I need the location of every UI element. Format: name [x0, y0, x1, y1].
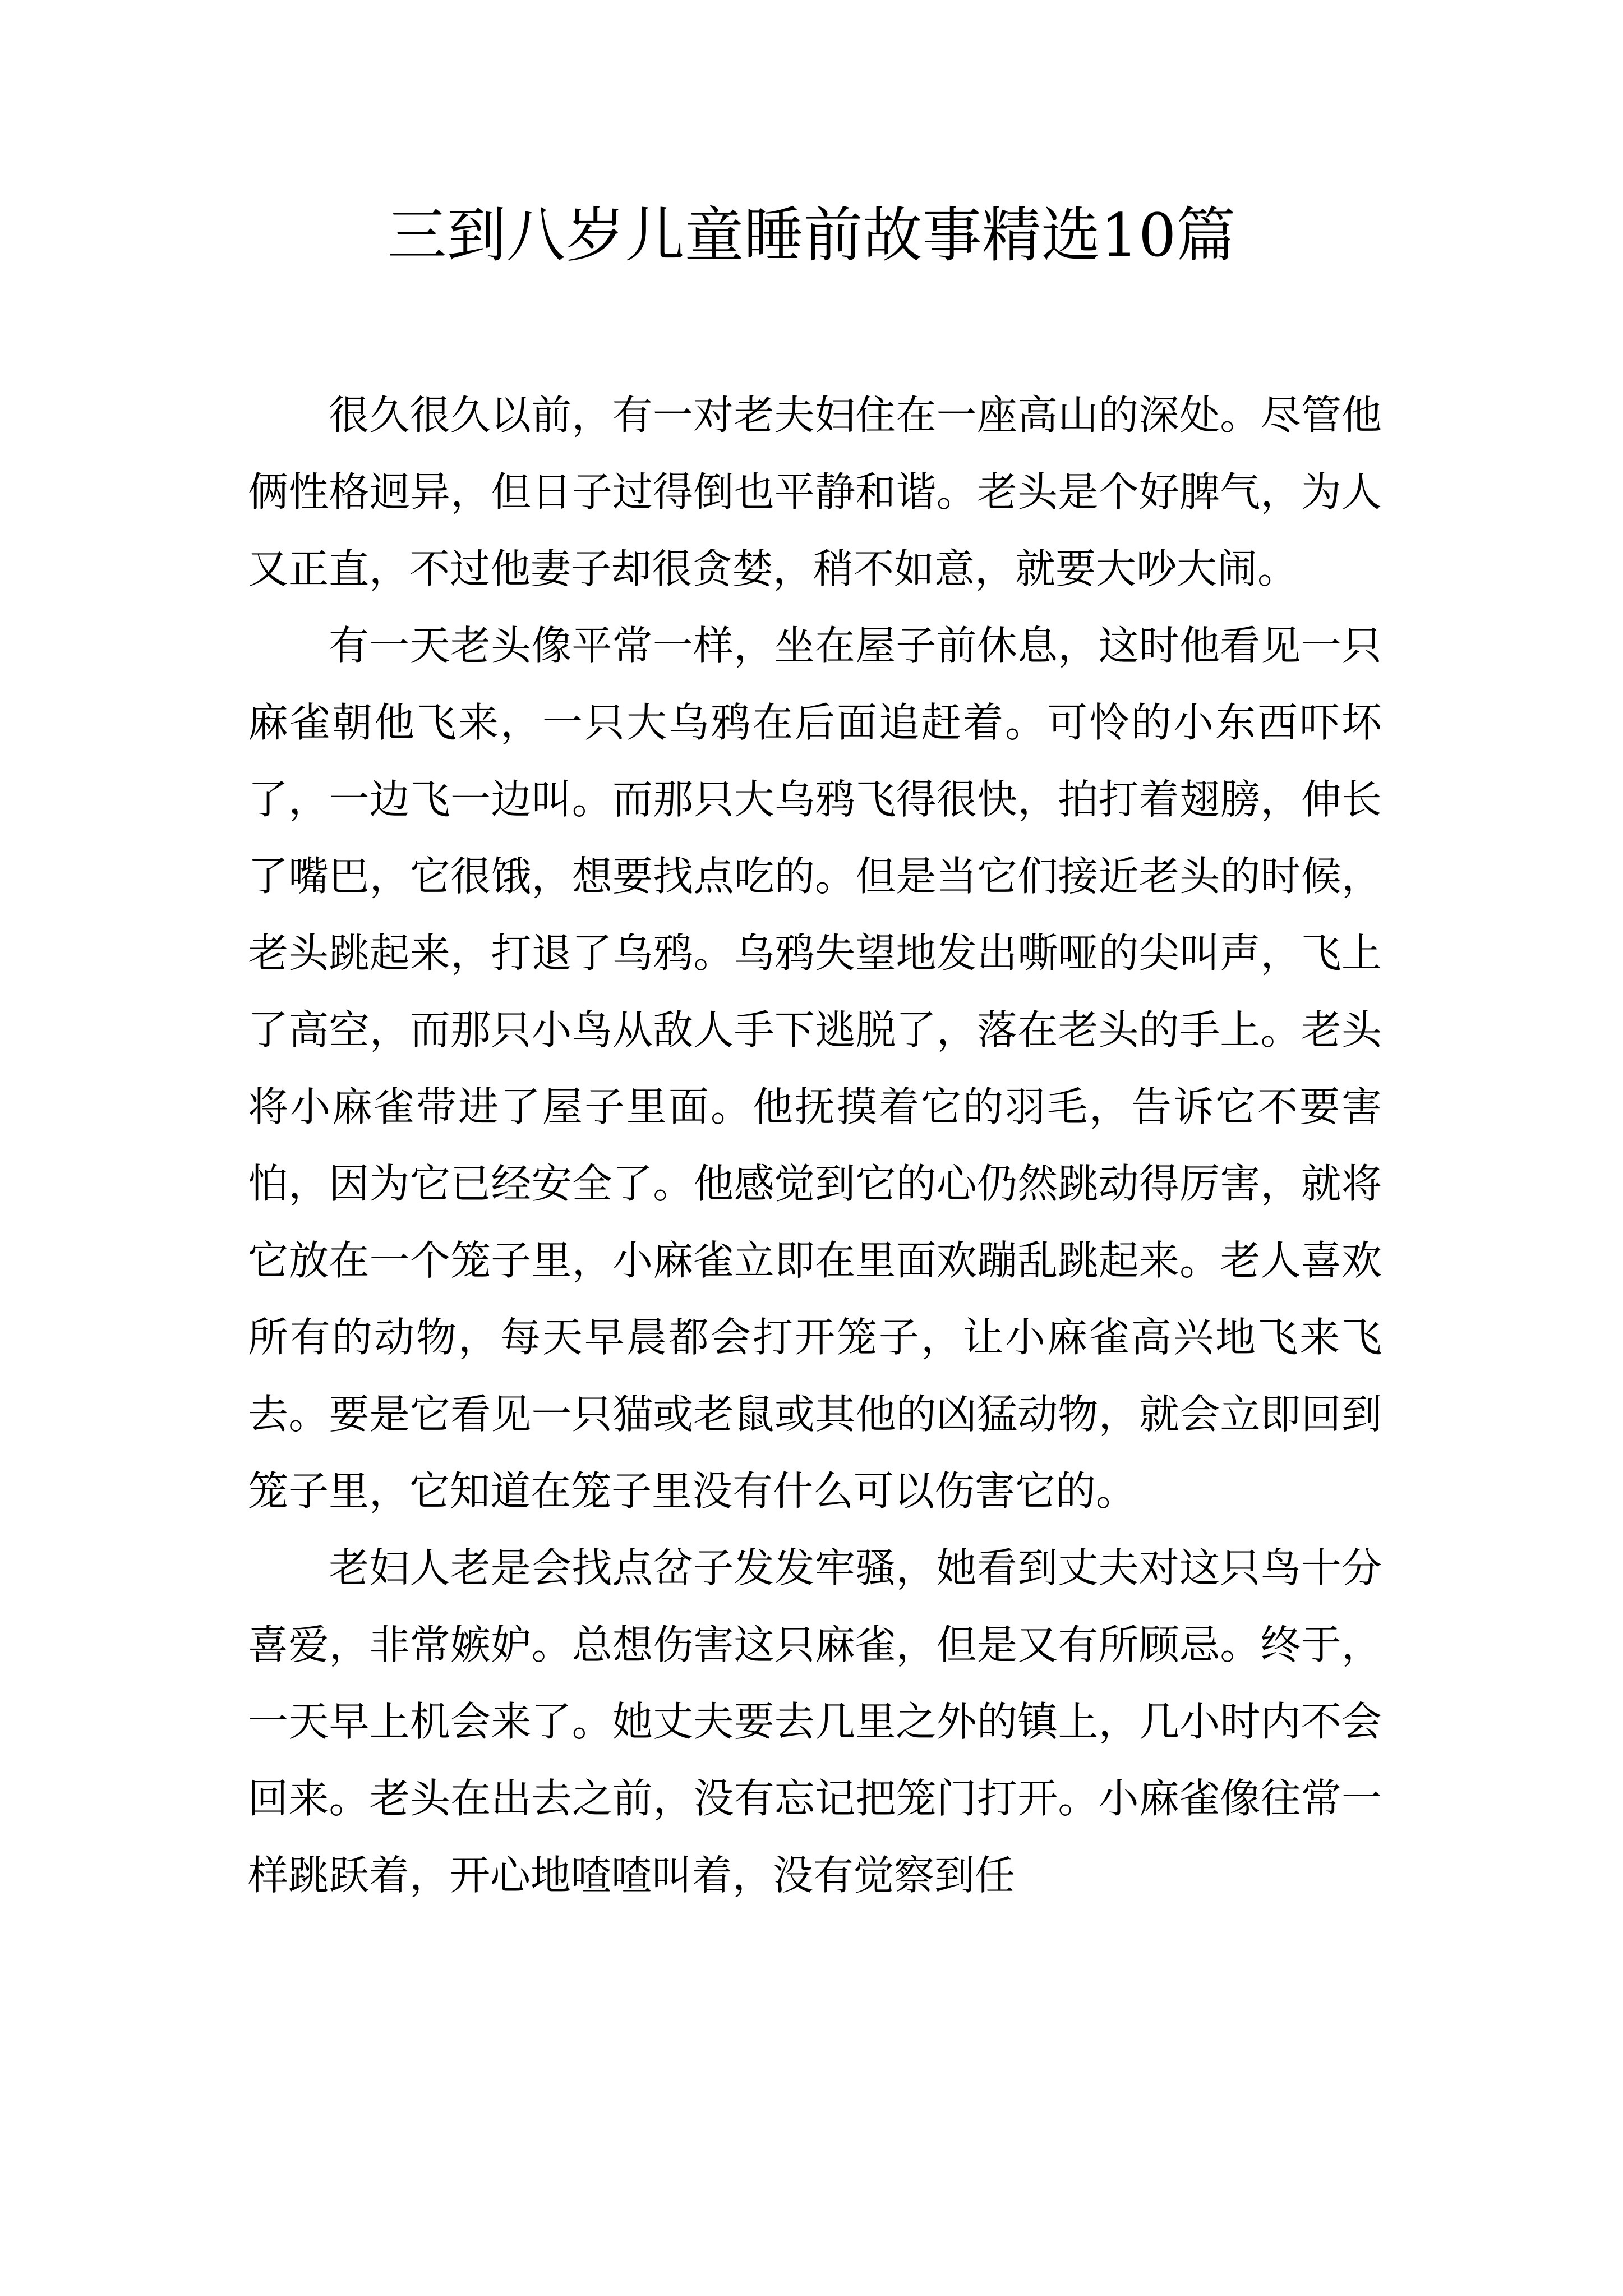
- paragraph-3: 老妇人老是会找点岔子发发牢骚，她看到丈夫对这只鸟十分喜爱，非常嫉妒。总想伤害这只麻雀，但是又有所顾忌。终于，一天早上机会来了。她丈夫要去几里之外的镇上，几小时内不会回来。老头在出去之前，没有忘记把笼门打开。小麻雀像往常一样跳跃着，开心地喳喳叫着，没有觉察到任: [248, 1544, 1382, 1899]
- paragraph-1: 很久很久以前，有一对老夫妇住在一座高山的深处。尽管他俩性格迥异，但日子过得倒也平静和谐。老头是个好脾气，为人又正直，不过他妻子却很贪婪，稍不如意，就要大吵大闹。: [248, 392, 1382, 592]
- document-title: 三到八岁儿童睡前故事精选10篇: [387, 201, 1236, 270]
- document-body: [248, 377, 1382, 1914]
- paragraph-2: 有一天老头像平常一样，坐在屋子前休息，这时他看见一只麻雀朝他飞来，一只大乌鸦在后面追赶着。可怜的小东西吓坏了，一边飞一边叫。而那只大乌鸦飞得很快，拍打着翅膀，伸长了嘴巴，它很饿，想要找点吃的。但是当它们接近老头的时候，老头跳起来，打退了乌鸦。乌鸦失望地发出嘶哑的尖叫声，飞上了高空，而那只小鸟从敌人手下逃脱了，落在老头的手上。老头将小麻雀带进了屋子里面。他抚摸着它的羽毛，告诉它不要害怕，因为它已经安全了。他感觉到它的心仍然跳动得厉害，就将它放在一个笼子里，小麻雀立即在里面欢蹦乱跳起来。老人喜欢所有的动物，每天早晨都会打开笼子，让小麻雀高兴地飞来飞去。要是它看见一只猫或老鼠或其他的凶猛动物，就会立即回到笼子里，它知道在笼子里没有什么可以伤害它的。: [248, 622, 1382, 1515]
